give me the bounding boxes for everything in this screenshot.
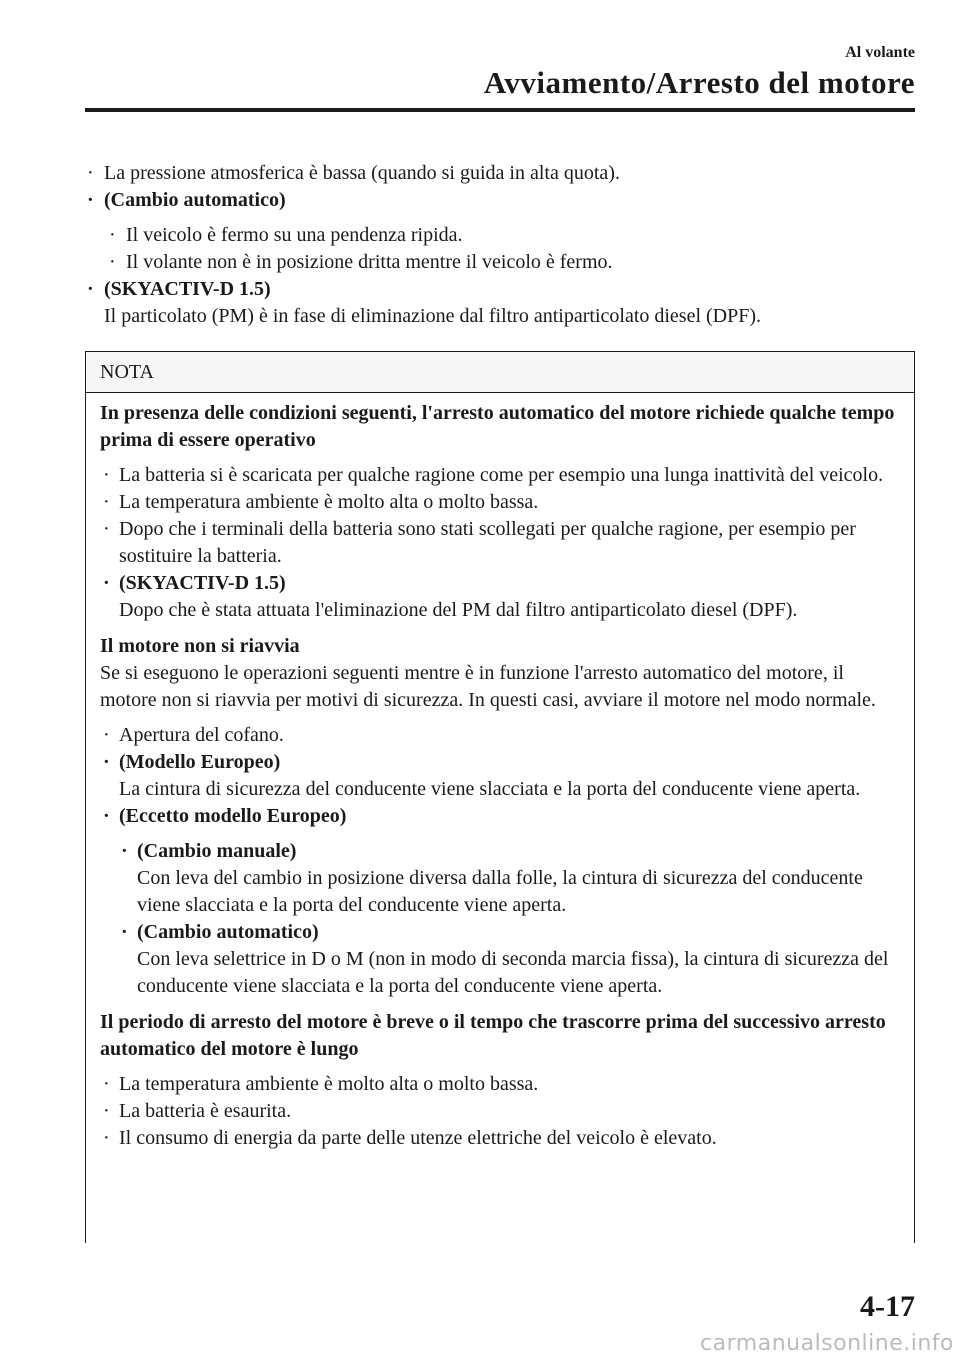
list-item: · La pressione atmosferica è bassa (quando si guida in alta quota). — [85, 160, 915, 187]
note-box — [85, 351, 915, 1243]
note-body — [86, 393, 914, 1152]
list-item-text: Con leva selettrice in D o M (non in modo di seconda marcia fissa), la cintura di sicurezza del conducente viene slacciata e la porta del conducente viene aperta. — [137, 948, 889, 997]
page-number: 4-17 — [860, 1290, 915, 1323]
list-item: · Il consumo di energia da parte delle utenze elettriche del veicolo è elevato. — [101, 1125, 900, 1152]
list-item-text: Il particolato (PM) è in fase di eliminazione dal filtro antiparticolato diesel (DPF). — [104, 305, 762, 327]
note-heading: In presenza delle condizioni seguenti, l'arresto automatico del motore richiede qualche tempo prima di essere operativo — [100, 402, 895, 451]
intro-list — [85, 160, 915, 330]
list-item: · La batteria si è scaricata per qualche ragione come per esempio una lunga inattività del veicolo. — [101, 462, 900, 489]
nested-list — [119, 838, 900, 1000]
list-item-heading: · (SKYACTIV-D 1.5) — [101, 570, 900, 597]
note-list — [101, 1071, 900, 1152]
note-header — [86, 352, 914, 393]
sub-list — [107, 222, 915, 276]
list-item: · La batteria è esaurita. — [101, 1098, 900, 1125]
note-heading: Il motore non si riavvia — [100, 635, 300, 657]
list-item-heading: · (Modello Europeo) — [101, 749, 900, 776]
note-title: NOTA — [100, 361, 154, 383]
list-item: · Dopo che i terminali della batteria sono stati scollegati per qualche ragione, per esempio per sostituire la batteria. — [101, 516, 900, 570]
list-item-heading: · (Eccetto modello Europeo) — [101, 803, 900, 830]
note-list — [101, 722, 900, 1000]
list-item-text: Con leva del cambio in posizione diversa dalla folle, la cintura di sicurezza del conducente viene slacciata e la porta del conducente viene aperta. — [137, 867, 863, 916]
list-item: · Apertura del cofano. — [101, 722, 900, 749]
list-item-text: Dopo che è stata attuata l'eliminazione del PM dal filtro antiparticolato diesel (DPF). — [119, 599, 798, 621]
section-label: Al volante — [845, 44, 915, 61]
watermark: carmanualsonline.info — [700, 1331, 954, 1356]
note-list — [101, 462, 900, 624]
list-item-heading: · (Cambio automatico) — [119, 919, 900, 946]
page-header — [484, 44, 915, 102]
list-item-heading: · (SKYACTIV-D 1.5) — [85, 276, 915, 303]
sub-list-item: · Il volante non è in posizione dritta mentre il veicolo è fermo. — [107, 249, 915, 276]
sub-list-item: · Il veicolo è fermo su una pendenza ripida. — [107, 222, 915, 249]
note-paragraph: Se si eseguono le operazioni seguenti mentre è in funzione l'arresto automatico del motore, il motore non si riavvia per motivi di sicurezza. In questi casi, avviare il motore nel modo normale. — [100, 662, 876, 711]
list-item-heading: · (Cambio automatico) — [85, 187, 915, 214]
page-title: Avviamento/Arresto del motore — [483, 65, 915, 100]
header-rule — [85, 108, 915, 112]
list-item-heading: · (Cambio manuale) — [119, 838, 900, 865]
list-item: · La temperatura ambiente è molto alta o molto bassa. — [101, 489, 900, 516]
list-item-text: La cintura di sicurezza del conducente viene slacciata e la porta del conducente viene aperta. — [119, 778, 861, 800]
list-item: · La temperatura ambiente è molto alta o molto bassa. — [101, 1071, 900, 1098]
note-heading: Il periodo di arresto del motore è breve o il tempo che trascorre prima del successivo arresto automatico del motore è lungo — [100, 1011, 886, 1060]
